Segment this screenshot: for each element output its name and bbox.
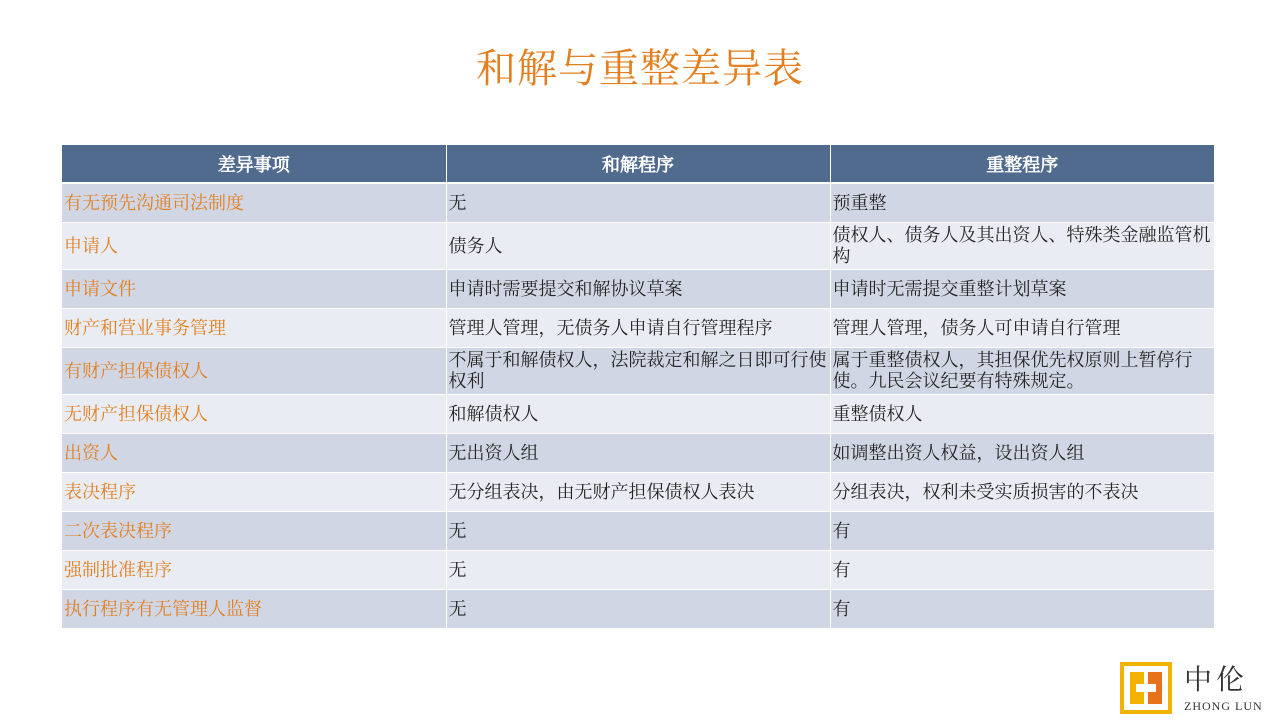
reorganization-cell: 有 [830, 512, 1214, 551]
row-item-cell: 出资人 [62, 434, 446, 473]
table-row [62, 434, 1214, 473]
header-reorganization-procedure: 重整程序 [830, 145, 1214, 183]
settlement-cell: 债务人 [446, 223, 830, 270]
row-item-cell: 申请文件 [62, 270, 446, 309]
row-item-cell: 表决程序 [62, 473, 446, 512]
reorganization-cell: 重整债权人 [830, 395, 1214, 434]
row-item-cell: 二次表决程序 [62, 512, 446, 551]
reorganization-cell: 债权人、债务人及其出资人、特殊类金融监管机构 [830, 223, 1214, 270]
reorganization-cell: 有 [830, 551, 1214, 590]
table-row [62, 183, 1214, 223]
settlement-cell: 无 [446, 183, 830, 223]
row-item-cell: 执行程序有无管理人监督 [62, 590, 446, 629]
slide-title: 和解与重整差异表 [476, 46, 804, 92]
zhonglun-logo-mark-icon [1120, 662, 1172, 714]
table-row [62, 590, 1214, 629]
settlement-cell: 不属于和解债权人，法院裁定和解之日即可行使权利 [446, 348, 830, 395]
zhonglun-logo [1120, 662, 1270, 716]
table-row [62, 309, 1214, 348]
reorganization-cell: 管理人管理，债务人可申请自行管理 [830, 309, 1214, 348]
row-item-cell: 申请人 [62, 223, 446, 270]
table-row [62, 270, 1214, 309]
reorganization-cell: 如调整出资人权益，设出资人组 [830, 434, 1214, 473]
settlement-cell: 和解债权人 [446, 395, 830, 434]
row-item-cell: 有无预先沟通司法制度 [62, 183, 446, 223]
table-row [62, 473, 1214, 512]
row-item-cell: 有财产担保债权人 [62, 348, 446, 395]
settlement-cell: 无分组表决，由无财产担保债权人表决 [446, 473, 830, 512]
table-row [62, 551, 1214, 590]
header-settlement-procedure: 和解程序 [446, 145, 830, 183]
table-header-row [62, 145, 1214, 183]
reorganization-cell: 有 [830, 590, 1214, 629]
table-row [62, 223, 1214, 270]
row-item-cell: 无财产担保债权人 [62, 395, 446, 434]
comparison-table [62, 145, 1214, 629]
settlement-cell: 管理人管理，无债务人申请自行管理程序 [446, 309, 830, 348]
table-row [62, 512, 1214, 551]
reorganization-cell: 属于重整债权人，其担保优先权原则上暂停行使。九民会议纪要有特殊规定。 [830, 348, 1214, 395]
reorganization-cell: 预重整 [830, 183, 1214, 223]
settlement-cell: 申请时需要提交和解协议草案 [446, 270, 830, 309]
logo-chinese-text: 中伦 [1184, 663, 1249, 696]
row-item-cell: 强制批准程序 [62, 551, 446, 590]
header-difference-item: 差异事项 [62, 145, 446, 183]
table-row [62, 348, 1214, 395]
settlement-cell: 无 [446, 512, 830, 551]
row-item-cell: 财产和营业事务管理 [62, 309, 446, 348]
reorganization-cell: 分组表决，权利未受实质损害的不表决 [830, 473, 1214, 512]
settlement-cell: 无 [446, 590, 830, 629]
reorganization-cell: 申请时无需提交重整计划草案 [830, 270, 1214, 309]
table-row [62, 395, 1214, 434]
logo-english-text: ZHONG LUN [1184, 699, 1263, 713]
settlement-cell: 无出资人组 [446, 434, 830, 473]
settlement-cell: 无 [446, 551, 830, 590]
